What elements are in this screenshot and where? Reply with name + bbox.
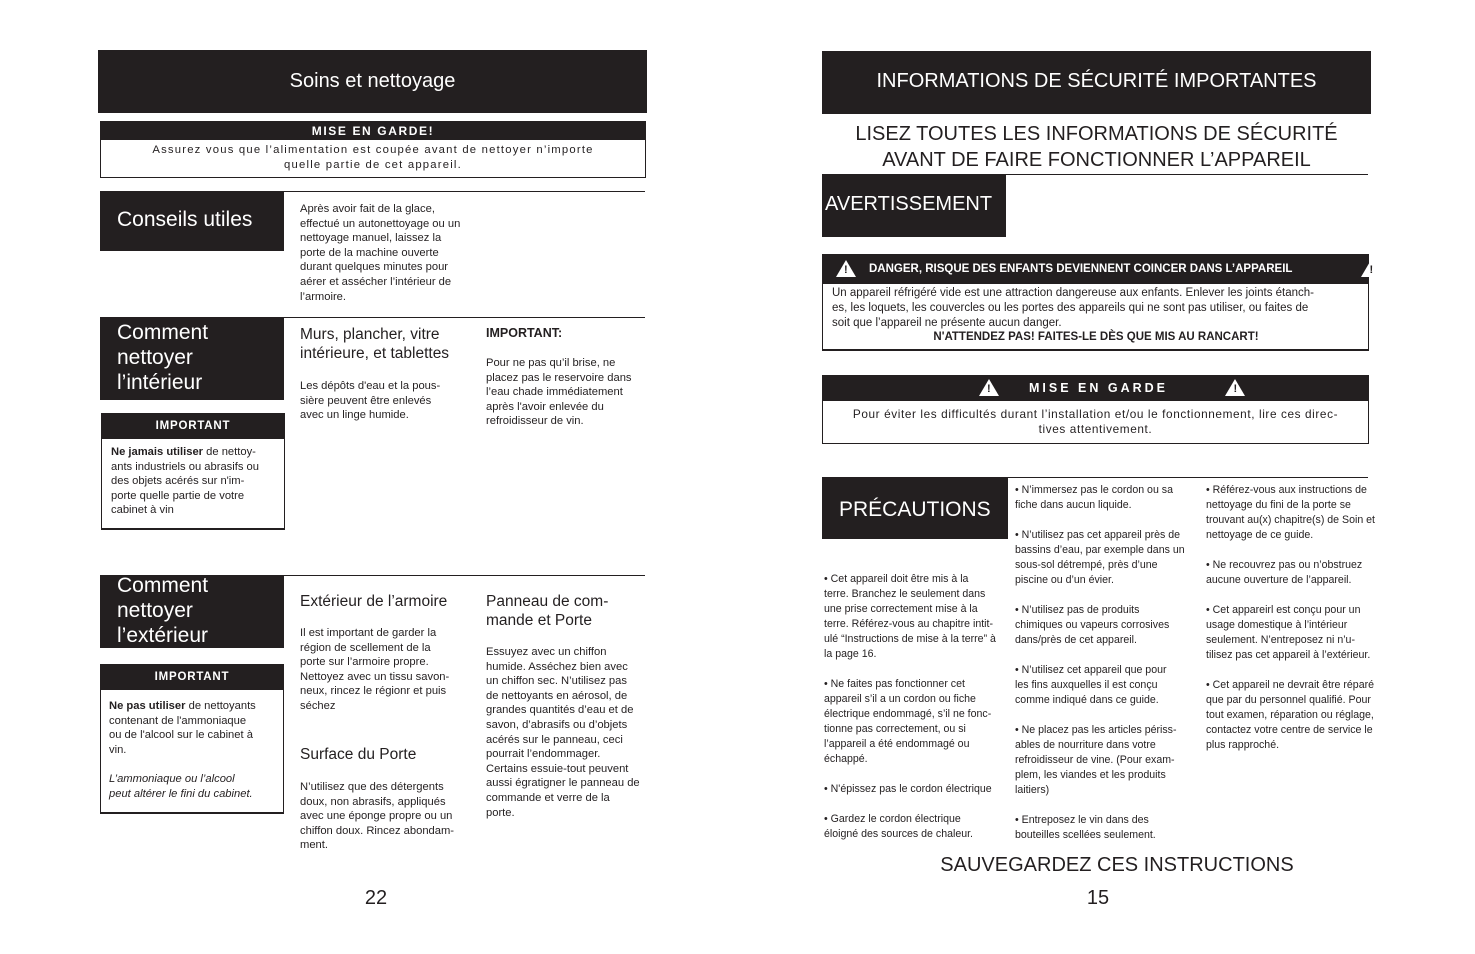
interior-important-text: Ne jamais utiliser de nettoy- ants industriels ou abrasifs ou des objets acérés sur n'im- porte quelle partie de votre cabinet à vin xyxy=(111,446,260,517)
precaution-item: • Référez-vous aux instructions de nettoyage du fini de la porte se trouvant au(x) chapitre(s) de Soin et nettoyage de ce guide. xyxy=(1206,484,1375,541)
caution-text: Assurez vous que l’alimentation est coupée avant de nettoyer n’importe quelle partie de cet appareil. xyxy=(152,144,594,171)
right-caution-heading: MISE EN GARDE xyxy=(1029,381,1169,395)
precautions-title-bar xyxy=(822,477,1008,539)
exterior-col1-heading2: Surface du Porte xyxy=(300,746,417,763)
tips-text: Après avoir fait de la glace, effectué un autonettoyage ou un nettoyage manuel, laissez la porte de la machine ouverte durant quelques minutes pour aérer et assécher l’intérieur de l’armoire. xyxy=(300,203,461,303)
right-subtitle: LISEZ TOUTES LES INFORMATIONS DE SÉCURITÉ AVANT DE FAIRE FONCTIONNER L’APPAREIL xyxy=(855,123,1338,171)
warning-triangle-icon: ! xyxy=(1225,379,1245,396)
exterior-important-box xyxy=(100,664,284,814)
exterior-important-heading: IMPORTANT xyxy=(101,665,283,690)
exterior-title-bar xyxy=(100,575,284,648)
interior-col1-text: Les dépôts d'eau et la pous- sière peuvent être enlevés avec un linge humide. xyxy=(300,380,441,422)
precaution-item: • Cet appareil doit être mis à la terre. Branchez le seulement dans une prise correctement mise à la terre. Référez-vous au chapitre intit- ulé “Instructions de mise à la terre” à la page 16. xyxy=(824,573,996,660)
precautions-col3 xyxy=(1206,483,1396,753)
danger-text: Un appareil réfrigéré vide est une attraction dangereuse aux enfants. Enlever les joints étanch- es, les loquets, les couvercles ou les portes des appareils qui ne sont pas utiliser, ou faites de soit que l’appareil ne présente aucun danger. N'ATTENDEZ PAS! FAITES-LE DÈS QUE MIS AU RANCART! xyxy=(832,287,1315,344)
exterior-col1-text2: N’utilisez que des détergents doux, non abrasifs, appliqués avec une éponge propre ou un chiffon doux. Rincez abondam- ment. xyxy=(300,781,455,852)
precaution-item: • Entreposez le vin dans des bouteilles scellées seulement. xyxy=(1015,814,1156,841)
interior-col2-heading: IMPORTANT: xyxy=(486,326,563,340)
exterior-title: Comment nettoyer l’extérieur xyxy=(117,574,209,647)
left-page-title: Soins et nettoyage xyxy=(289,70,456,92)
interior-col1-heading: Murs, plancher, vitre intérieure, et tablettes xyxy=(300,326,450,362)
exterior-col1-heading: Extérieur de l’armoire xyxy=(300,593,448,610)
warning-triangle-icon: ! xyxy=(1361,260,1381,277)
exterior-col2-heading: Panneau de com- mande et Porte xyxy=(486,593,609,629)
precautions-title: PRÉCAUTIONS xyxy=(839,498,991,521)
tips-title: Conseils utiles xyxy=(117,208,253,231)
precaution-item: • N’immersez pas le cordon ou sa fiche dans aucun liquide. xyxy=(1015,484,1173,511)
warning-tab xyxy=(822,175,1006,237)
right-page-title: INFORMATIONS DE SÉCURITÉ IMPORTANTES xyxy=(876,70,1317,92)
left-page-number: 22 xyxy=(364,887,388,909)
precautions-col1 xyxy=(824,572,1009,842)
danger-heading-bar xyxy=(823,255,1374,284)
interior-important-heading: IMPORTANT xyxy=(102,414,284,439)
danger-box xyxy=(822,254,1374,351)
warning-triangle-icon: ! xyxy=(979,379,999,396)
precaution-item: • Cet appareirl est conçu pour un usage domestique à l’intérieur seulement. N’entreposez ni n’u- tilisez pas cet appareil à l’extérieur. xyxy=(1206,604,1371,661)
precaution-item: • Ne recouvrez pas ou n’obstruez aucune ouverture de l’appareil. xyxy=(1206,559,1363,586)
precaution-item: • N’utilisez pas cet appareil près de bassins d’eau, par exemple dans un sous-sol détrempé, près d’une piscine ou d’un évier. xyxy=(1015,529,1185,586)
caution-heading: MISE EN GARDE! xyxy=(101,122,645,140)
right-page-number: 15 xyxy=(1086,887,1110,909)
warning-tab-label: AVERTISSEMENT xyxy=(825,193,993,215)
tips-title-bar xyxy=(100,191,284,251)
right-caution-text: Pour éviter les difficultés durant l’installation et/ou le fonctionnement, lire ces direc- tives attentivement. xyxy=(852,407,1339,436)
precaution-item: • Ne placez pas les articles périss- ables de nourriture dans votre refroidisseur de vine. (Pour exam- plem, les viandes et les produits laitiers) xyxy=(1015,724,1177,796)
caution-box xyxy=(100,121,646,178)
exterior-col1-text: Il est important de garder la région de scellement de la porte sur l’armoire propre. Nettoyez avec un tissu savon- neux, rincez le régionr et puis séchez xyxy=(300,627,450,712)
precaution-item: • Ne faites pas fonctionner cet appareil s’il a un cordon ou fiche électrique endommagé, s’il ne fonc- tionne pas correctement, ou si l’appareil a été endommagé ou échappé. xyxy=(824,678,992,765)
interior-col2-text: Pour ne pas qu’il brise, ne placez pas le reservoire dans l’eau chade immédiatement après l'avoir enlevée du refroidisseur de vin. xyxy=(486,357,632,428)
precaution-item: • N’utilisez cet appareil que pour les fins auxquelles il est conçu comme indiqué dans ce guide. xyxy=(1015,664,1167,706)
left-page-title-bar xyxy=(98,50,647,113)
interior-title-bar xyxy=(100,317,284,400)
precautions-col2 xyxy=(1015,483,1200,843)
exterior-important-text: Ne pas utiliser de nettoyants contenant de l'ammoniaque ou de l'alcool sur le cabinet à vin. L’ammoniaque ou l’alcool peut altérer le fini du cabinet. xyxy=(109,700,256,800)
precaution-item: • N'épissez pas le cordon électrique xyxy=(824,783,992,795)
right-page-title-bar xyxy=(822,51,1371,114)
save-instructions-footer: SAUVEGARDEZ CES INSTRUCTIONS xyxy=(940,854,1294,876)
warning-triangle-icon: ! xyxy=(836,260,856,277)
right-caution-heading-bar xyxy=(823,376,1368,401)
precaution-item: • Cet appareil ne devrait être réparé que par du personnel qualifié. Pour tout examen, réparation ou réglage, contactez votre centre de service le plus rapproché. xyxy=(1206,679,1375,751)
precaution-item: • Gardez le cordon électrique éloigné des sources de chaleur. xyxy=(824,813,974,840)
precaution-item: • N’utilisez pas de produits chimiques ou vapeurs corrosives dans/près de cet appareil. xyxy=(1015,604,1170,646)
exterior-col2-text: Essuyez avec un chiffon humide. Asséchez bien avec un chiffon sec. N’utilisez pas de nettoyants en aérosol, de grandes quantités d’eau et de savon, d’abrasifs ou d’objets acérés sur le panneau, ceci pourrait l’endommager. Certains essuie-tout peuvent aussi égratigner le panneau de commande et verre de la porte. xyxy=(486,646,640,819)
interior-important-box xyxy=(101,413,285,530)
danger-heading: DANGER, RISQUE DES ENFANTS DEVIENNENT COINCER DANS L’APPAREIL xyxy=(869,263,1293,275)
right-caution-box xyxy=(822,375,1369,444)
interior-title: Comment nettoyer l’intérieur xyxy=(117,321,209,394)
